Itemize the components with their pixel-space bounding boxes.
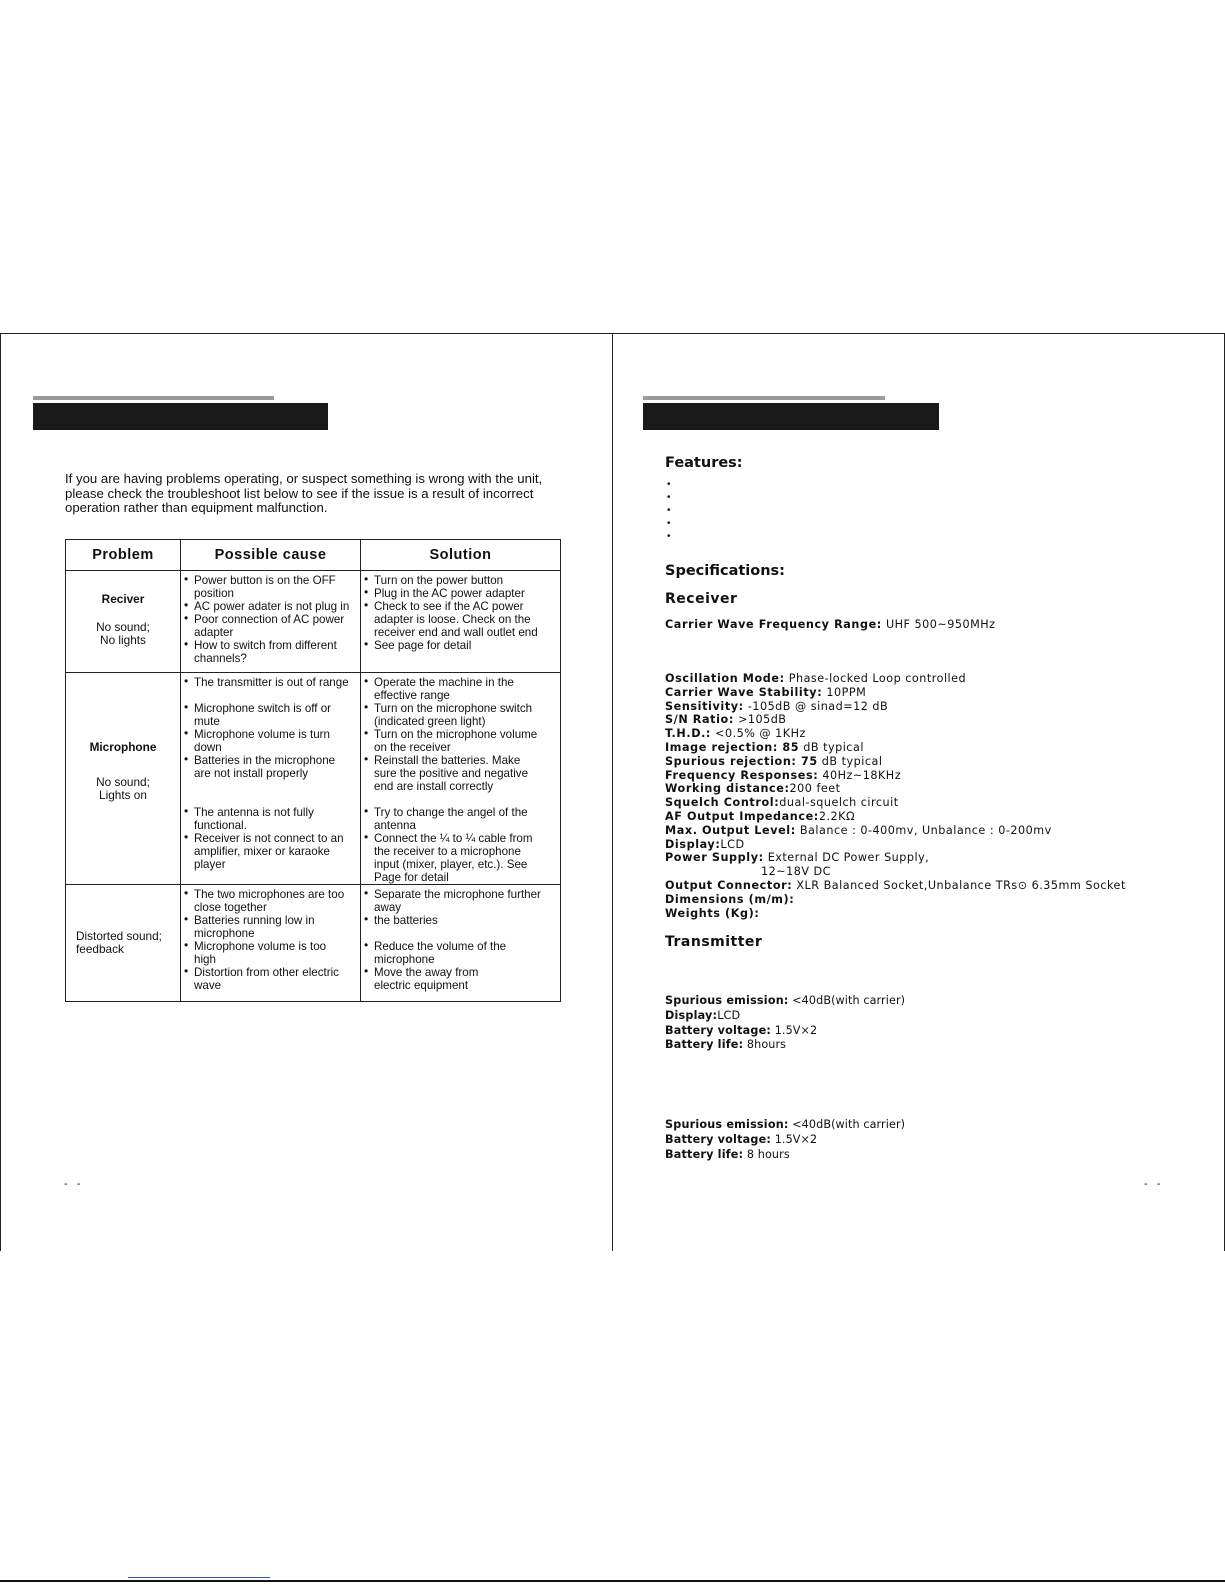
list-item (667, 504, 671, 517)
spec-label: Battery life: (665, 1038, 744, 1052)
list-item: • Microphone volume is too high (183, 940, 358, 966)
spec-label: Battery life: (665, 1147, 744, 1161)
spec-row (665, 755, 1126, 769)
spec-label: Spurious emission: (665, 1118, 789, 1131)
power-supply-line-2: 12~18V DC (761, 865, 831, 879)
problem-title: Microphone (89, 740, 157, 754)
spec-row (665, 893, 1126, 907)
spec-label: Image rejection: 85 (665, 740, 800, 754)
list-item: • Turn on the power button (363, 574, 558, 587)
spec-value: <40dB(with carrier) (788, 994, 906, 1007)
spec-value: 1.5V×2 (771, 1132, 818, 1146)
spec-label: Dimensions (m/m): (665, 892, 795, 906)
spec-value: LCD (717, 1008, 741, 1022)
spec-row (665, 838, 1126, 852)
solution-cell (361, 571, 561, 673)
spec-value: dual-squelch circuit (779, 796, 899, 810)
problem-description: No sound; Lights on (96, 775, 150, 802)
list-item: • Operate the machine in the effective range (363, 676, 558, 702)
carrier-range-label: Carrier Wave Frequency Range: (665, 618, 882, 631)
spec-label: Working distance: (665, 782, 790, 796)
spec-row (665, 994, 905, 1009)
table-header-row (66, 540, 561, 571)
spec-row (665, 1038, 905, 1053)
carrier-range-value: UHF 500~950MHz (885, 618, 996, 631)
spec-value: Phase-locked Loop controlled (784, 672, 967, 685)
transmitter-spec-list-2 (665, 1118, 905, 1162)
spec-label: Display: (665, 1008, 718, 1022)
spec-value: External DC Power Supply, (763, 851, 930, 865)
spec-label: S/N Ratio: (665, 713, 734, 727)
transmitter-spec-list-1 (665, 994, 905, 1053)
table-row (66, 673, 561, 885)
specifications-heading: Specifications: (665, 563, 785, 579)
solution-cell (361, 885, 561, 1002)
spec-row (665, 1009, 905, 1024)
spec-label: Spurious emission: (665, 994, 789, 1007)
cause-cell (181, 673, 361, 885)
spec-value: -105dB @ sinad=12 dB (743, 699, 889, 713)
page-number-right: - - (1144, 1178, 1164, 1190)
table-row (66, 571, 561, 673)
list-item: • Reinstall the batteries. Make sure the positive and negative end are install correctly (363, 754, 558, 793)
list-item: • Separate the microphone further away (363, 888, 558, 914)
spec-row (665, 741, 1126, 755)
spec-row (665, 796, 1126, 810)
carrier-range-line (665, 618, 996, 631)
problem-receiver (66, 571, 181, 673)
spec-value: <0.5% @ 1KHz (711, 727, 806, 741)
spec-row (665, 713, 1126, 727)
spec-value: 200 feet (789, 782, 841, 796)
spec-value: LCD (720, 837, 745, 851)
list-item: • Turn on the microphone switch (indicated green light) (363, 702, 558, 728)
problem-distorted (66, 885, 181, 1002)
page-divider (612, 333, 613, 1251)
features-list (667, 478, 671, 543)
list-item: • Poor connection of AC power adapter (183, 613, 358, 639)
receiver-spec-list (665, 672, 1126, 920)
list-item: • Reduce the volume of the microphone (363, 940, 558, 966)
spec-label: Weights (Kg): (665, 906, 760, 920)
spec-value: 40Hz~18KHz (818, 768, 902, 782)
list-item: • Microphone volume is turn down (183, 728, 358, 754)
spec-label: Spurious rejection: 75 (665, 754, 818, 768)
spec-value: 8 hours (743, 1147, 790, 1161)
list-item: • The antenna is not fully functional. (183, 806, 358, 832)
solution-cell (361, 673, 561, 885)
spec-label: Output Connector: (665, 878, 793, 892)
list-item: • See page for detail (363, 639, 558, 652)
spec-row (665, 672, 1126, 686)
spec-row (665, 1024, 905, 1039)
spec-label: Power Supply: (665, 851, 764, 865)
spec-label: Squelch Control: (665, 796, 780, 810)
list-item: • the batteries (363, 914, 558, 927)
list-item (667, 517, 671, 530)
spec-row (665, 1118, 905, 1133)
list-item: • Distortion from other electric wave (183, 966, 358, 992)
spec-value: dB typical (799, 740, 864, 754)
problem-description: No sound; No lights (96, 620, 150, 647)
list-item: • Batteries running low in microphone (183, 914, 358, 940)
list-item: • Microphone switch is off or mute (183, 702, 358, 728)
spec-row (665, 686, 1126, 700)
list-item: • AC power adater is not plug in (183, 600, 358, 613)
spec-label: Display: (665, 837, 721, 851)
section-rule-left (33, 396, 274, 400)
spec-row (665, 879, 1126, 893)
table-row (66, 885, 561, 1002)
list-item: • Check to see if the AC power adapter is loose. Check on the receiver end and wall outlet end (363, 600, 558, 639)
troubleshooting-intro: If you are having problems operating, or suspect something is wrong with the unit, please check the troubleshoot list below to see if the issue is a result of incorrect operation rather than equipment malfunction. (65, 471, 543, 515)
spec-label: Battery voltage: (665, 1023, 772, 1037)
spec-row (665, 782, 1126, 796)
section-rule-right (643, 396, 885, 400)
spec-value: 8hours (743, 1038, 787, 1052)
spec-value: dB typical (817, 754, 883, 768)
page-number-left: - - (64, 1178, 84, 1190)
header-possible-cause: Possible cause (181, 540, 361, 571)
list-item (667, 530, 671, 543)
spec-value: >105dB (733, 713, 787, 727)
spec-value: 1.5V×2 (771, 1023, 818, 1037)
problem-microphone (66, 673, 181, 885)
list-item: • Try to change the angel of the antenna (363, 806, 558, 832)
spec-value: 2.2KΩ (818, 809, 856, 823)
spec-row (665, 769, 1126, 783)
list-item (667, 491, 671, 504)
list-item: • How to switch from different channels? (183, 639, 358, 665)
list-item: • Connect the ¼ to ¼ cable from the receiver to a microphone input (mixer, player, etc.). See Page for detail (363, 832, 558, 884)
list-item (667, 478, 671, 491)
problem-title: Reciver (101, 592, 145, 606)
list-item: • Receiver is not connect to an amplifier, mixer or karaoke player (183, 832, 358, 871)
spec-row (665, 727, 1126, 741)
spec-label: AF Output Impedance: (665, 809, 819, 823)
list-item: • Plug in the AC power adapter (363, 587, 558, 600)
section-title-bar-left (33, 403, 328, 430)
spec-value: 10PPM (822, 685, 867, 699)
list-item: • The two microphones are too close together (183, 888, 358, 914)
spec-label: T.H.D.: (665, 727, 712, 741)
bottom-rule (0, 1580, 1225, 1582)
cause-cell (181, 885, 361, 1002)
spec-label: Battery voltage: (665, 1132, 772, 1146)
list-item: • The transmitter is out of range (183, 676, 358, 689)
header-problem: Problem (66, 540, 181, 571)
spec-value: <40dB(with carrier) (788, 1118, 906, 1131)
list-item: • Power button is on the OFF position (183, 574, 358, 600)
list-item: • Batteries in the microphone are not install properly (183, 754, 358, 780)
features-heading: Features: (665, 455, 743, 471)
spec-label: Frequency Responses: (665, 768, 819, 782)
troubleshooting-table (65, 539, 561, 1002)
spec-row (665, 700, 1126, 714)
spec-row (665, 851, 1126, 865)
bottom-link-underline (128, 1577, 270, 1578)
spec-label: Carrier Wave Stability: (665, 685, 823, 699)
problem-description: Distorted sound; feedback (76, 929, 162, 956)
list-item: • Move the away from electric equipment (363, 966, 558, 992)
cause-cell (181, 571, 361, 673)
spec-label: Max. Output Level: (665, 823, 796, 837)
spec-label: Oscillation Mode: (665, 672, 785, 685)
section-title-bar-right (643, 403, 939, 430)
spec-row (665, 907, 1126, 921)
transmitter-heading: Transmitter (665, 934, 763, 950)
spec-value: Balance : 0-400mv, Unbalance : 0-200mv (795, 823, 1052, 837)
spec-row (665, 824, 1126, 838)
spec-value: XLR Balanced Socket,Unbalance TRs⊙ 6.35mm Socket (792, 878, 1126, 892)
header-solution: Solution (361, 540, 561, 571)
list-item: • Turn on the microphone volume on the receiver (363, 728, 558, 754)
spec-row (665, 1148, 905, 1163)
spec-row (665, 810, 1126, 824)
receiver-heading: Receiver (665, 591, 738, 607)
spec-row (665, 1133, 905, 1148)
spec-label: Sensitivity: (665, 699, 744, 713)
